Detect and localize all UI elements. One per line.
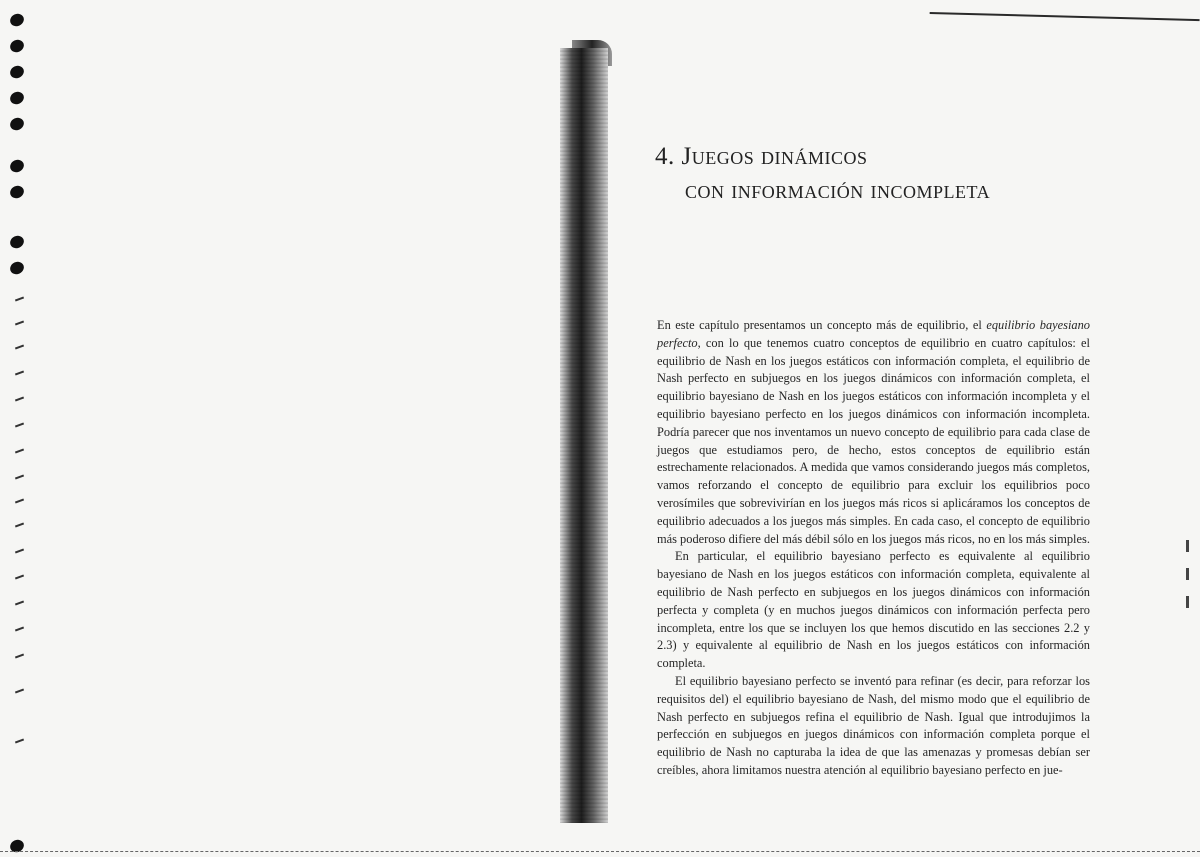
binding-mark: [15, 475, 24, 480]
binding-mark: [15, 654, 24, 659]
binding-mark: [15, 397, 24, 402]
chapter-number: 4.: [655, 143, 675, 170]
binding-mark: [15, 499, 24, 504]
binding-mark: [15, 575, 24, 580]
left-page-binding-marks: [0, 0, 60, 857]
binding-mark: [15, 627, 24, 632]
binding-mark: [15, 449, 24, 454]
binding-hole: [8, 234, 26, 251]
binding-hole: [8, 38, 26, 55]
binding-mark: [15, 601, 24, 606]
binding-hole: [8, 184, 26, 201]
page-edge-bottom: [0, 851, 1200, 853]
binding-mark: [15, 345, 24, 350]
chapter-title-line-1: [655, 140, 1115, 174]
binding-hole: [8, 12, 26, 29]
binding-hole: [8, 90, 26, 107]
binding-hole: [8, 64, 26, 81]
right-edge-marks: [1186, 540, 1194, 610]
paragraph-text: En particular, el equilibrio bayesiano perfecto es equivalente al equilibrio bayesiano de Nash en los juegos estáticos con información completa, equivalente al equilibrio de Nash perfecto en subjuegos en los juegos dinámicos con información perfecta y completa (y en muchos juegos dinámicos con información perfecta pero incompleta, entre los que se incluyen los que hemos discutido en las secciones 2.2 y 2.3) y equivalente al equilibrio de Nash en los juegos estáticos con información completa.: [657, 549, 1090, 671]
chapter-title-line-2: con información incompleta: [685, 177, 991, 204]
binding-mark: [15, 371, 24, 376]
binding-mark: [15, 549, 24, 554]
binding-mark: [15, 523, 24, 528]
binding-mark: [15, 423, 24, 428]
paragraph-text: , con lo que tenemos cuatro conceptos de equilibrio en cuatro capítulos: el equilibrio de Nash en los juegos estáticos con información completa, el equilibrio de Nash perfecto en subjuegos en los juegos dinámicos con información completa, el equilibrio bayesiano de Nash en los juegos estáticos con información incompleta y el equilibrio bayesiano perfecto en los juegos dinámicos con información incompleta. Podría parecer que nos inventamos un nuevo concepto de equilibrio para cada clase de juegos que estudiamos pero, de hecho, estos conceptos de equilibrio están estrechamente relacionados. A medida que vamos considerando juegos más completos, vamos reforzando el concepto de equilibrio para excluir los equilibrios poco verosímiles que sobrevivirían en los juegos más ricos si aplicáramos los conceptos de equilibrio adecuados a los juegos más simples. En cada caso, el concepto de equilibrio más poderoso difiere del más débil sólo en los juegos más ricos, no en los más simples.: [657, 335, 1090, 546]
chapter-title-text-1: Juegos dinámicos: [681, 143, 868, 170]
emphasized-term: equilibrio bayesiano perfecto: [657, 318, 1090, 350]
paragraph-3: [657, 673, 1090, 780]
binding-mark: [15, 689, 24, 694]
binding-mark: [15, 739, 24, 744]
binding-hole: [8, 260, 26, 277]
binding-mark: [15, 297, 24, 302]
binding-mark: [15, 321, 24, 326]
paragraph-text: El equilibrio bayesiano perfecto se inventó para refinar (es decir, para reforzar los requisitos del) el equilibrio bayesiano de Nash, del mismo modo que el equilibrio de Nash perfecto en subjuegos refina el equilibrio de Nash. Igual que introdujimos la perfección en subjuegos en juegos dinámicos con información completa porque el equilibrio de Nash no capturaba la idea de que las amenazas y promesas debían ser creíbles, ahora limitamos nuestra atención al equilibrio bayesiano perfecto en jue-: [657, 673, 1090, 777]
chapter-body-text: [657, 317, 1090, 780]
paragraph-text: En este capítulo presentamos un concepto más de equilibrio, el: [657, 318, 987, 332]
binding-hole: [8, 116, 26, 133]
paragraph-1: [657, 317, 1090, 548]
paragraph-2: [657, 548, 1090, 673]
binding-hole: [8, 158, 26, 175]
book-spine-shadow: [560, 48, 608, 823]
page-edge-top: [930, 0, 1200, 21]
chapter-title: [655, 140, 1115, 208]
